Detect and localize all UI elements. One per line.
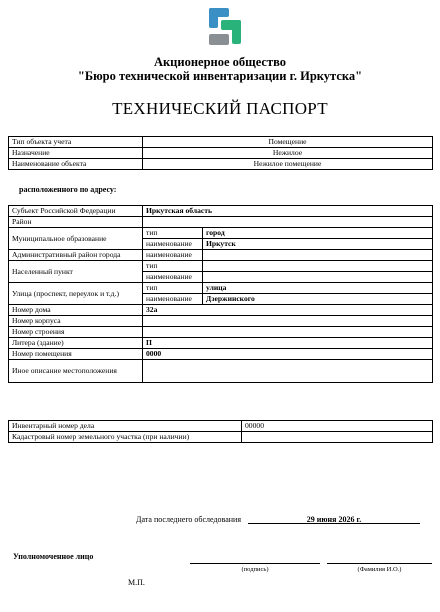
other-location-value <box>143 360 433 383</box>
street-name-value: Дзержинского <box>203 294 433 305</box>
inventory-number-value: 00000 <box>242 421 433 432</box>
room-number-label: Номер помещения <box>9 349 143 360</box>
survey-date-value: 29 июня 2026 г. <box>306 515 362 524</box>
table-row <box>9 217 433 228</box>
org-name-line2: "Бюро технической инвентаризации г. Иркутска" <box>77 69 363 83</box>
registry-table <box>8 420 433 443</box>
object-type-label: Тип объекта учета <box>9 137 143 148</box>
object-name-label: Наименование объекта <box>9 159 143 170</box>
street-type-label: тип <box>143 283 203 294</box>
object-type-value: Помещение <box>143 137 433 148</box>
admin-district-value <box>203 250 433 261</box>
bti-logo-icon <box>206 6 244 48</box>
street-name-label: наименование <box>143 294 203 305</box>
table-row <box>9 305 433 316</box>
table-row <box>9 349 433 360</box>
municipal-type-value: город <box>203 228 433 239</box>
table-row <box>9 228 433 239</box>
table-row <box>9 360 433 383</box>
address-table <box>8 205 433 383</box>
table-row <box>9 421 433 432</box>
cadastral-number-value <box>242 432 433 443</box>
table-row <box>9 338 433 349</box>
municipal-name-value: Иркутск <box>203 239 433 250</box>
table-row <box>9 283 433 294</box>
municipal-name-label: наименование <box>143 239 203 250</box>
stamp-label: М.П. <box>128 578 145 587</box>
settlement-name-label: наименование <box>143 272 203 283</box>
object-name-value: Нежилое помещение <box>143 159 433 170</box>
admin-district-name-label: наименование <box>143 250 203 261</box>
subject-value: Иркутская область <box>143 206 433 217</box>
street-label: Улица (проспект, переулок и т.д.) <box>9 283 143 305</box>
other-location-label: Иное описание местоположения <box>9 360 143 383</box>
letter-label: Литера (здание) <box>9 338 143 349</box>
table-row <box>9 432 433 443</box>
district-label: Район <box>9 217 143 228</box>
name-line <box>327 563 432 564</box>
table-row <box>9 327 433 338</box>
survey-date-line <box>248 523 420 524</box>
table-row <box>9 148 433 159</box>
structure-number-label: Номер строения <box>9 327 143 338</box>
building-number-label: Номер корпуса <box>9 316 143 327</box>
org-name-line1: Акционерное общество <box>153 55 287 69</box>
signature-line <box>190 563 320 564</box>
structure-number-value <box>143 327 433 338</box>
settlement-label: Населенный пункт <box>9 261 143 283</box>
table-row <box>9 316 433 327</box>
settlement-type-value <box>203 261 433 272</box>
district-value <box>143 217 433 228</box>
name-caption: (Фамилия И.О.) <box>357 566 402 573</box>
house-number-value: 32а <box>143 305 433 316</box>
settlement-name-value <box>203 272 433 283</box>
street-type-value: улица <box>203 283 433 294</box>
authorized-person-label: Уполномоченное лицо <box>13 552 94 561</box>
table-row <box>9 261 433 272</box>
table-row <box>9 137 433 148</box>
letter-value: П <box>143 338 433 349</box>
room-number-value: 0000 <box>143 349 433 360</box>
page-title: ТЕХНИЧЕСКИЙ ПАСПОРТ <box>112 99 328 118</box>
table-row <box>9 250 433 261</box>
table-row <box>9 206 433 217</box>
municipal-type-label: тип <box>143 228 203 239</box>
address-heading: расположенного по адресу: <box>19 185 117 194</box>
settlement-type-label: тип <box>143 261 203 272</box>
purpose-label: Назначение <box>9 148 143 159</box>
cadastral-number-label: Кадастровый номер земельного участка (при наличии) <box>9 432 242 443</box>
admin-district-label: Административный район города <box>9 250 143 261</box>
inventory-number-label: Инвентарный номер дела <box>9 421 242 432</box>
survey-date-label: Дата последнего обследования <box>136 515 241 524</box>
subject-label: Субъект Российской Федерации <box>9 206 143 217</box>
purpose-value: Нежилое <box>143 148 433 159</box>
object-info-table <box>8 136 433 170</box>
municipal-label: Муниципальное образование <box>9 228 143 250</box>
table-row <box>9 159 433 170</box>
house-number-label: Номер дома <box>9 305 143 316</box>
signature-caption: (подпись) <box>241 566 269 573</box>
building-number-value <box>143 316 433 327</box>
